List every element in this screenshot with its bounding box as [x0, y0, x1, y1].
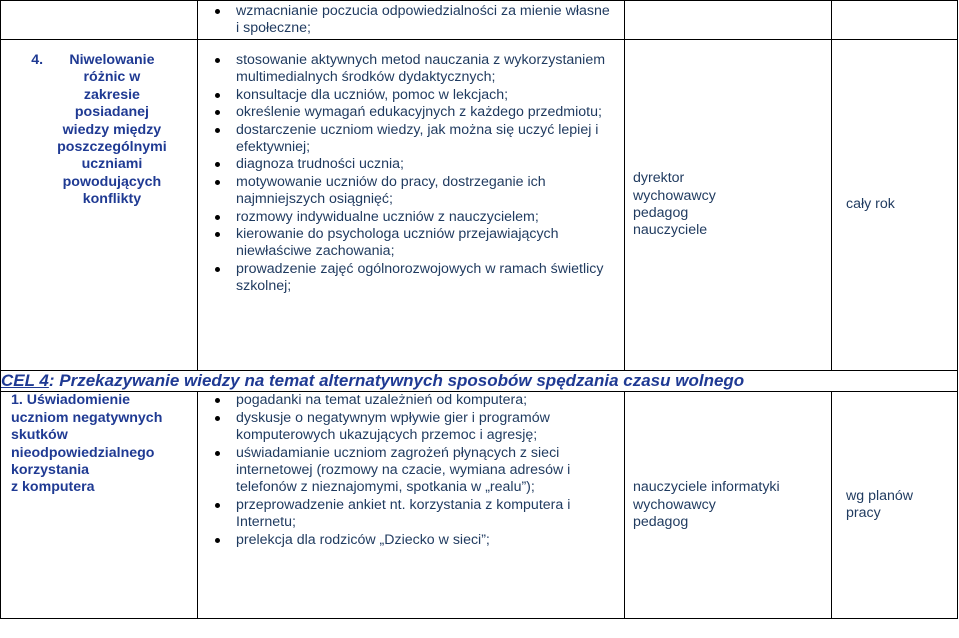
- topic-line: różnic w: [83, 69, 141, 86]
- topic-line: powodujących: [62, 173, 162, 190]
- topic-line: uczniami: [81, 156, 143, 173]
- topic-line: zakresie: [83, 86, 140, 103]
- responsible-cell-empty: [625, 1, 832, 40]
- timeframe-text: cały rok: [846, 196, 895, 213]
- topic-line: Niwelowanie: [69, 52, 155, 68]
- list-item: stosowanie aktywnych metod nauczania z wykorzystaniem multimedialnych środków dydaktycznych;: [198, 52, 624, 87]
- timeframe-cell: [832, 392, 958, 619]
- list-item: motywowanie uczniów do pracy, dostrzeganie ich najmniejszych osiągnięć;: [198, 174, 624, 209]
- list-item: diagnoza trudności ucznia;: [198, 156, 624, 173]
- timeframe-cell-empty: [832, 1, 958, 40]
- goal-heading: [1, 371, 744, 390]
- list-item: dyskusje o negatywnym wpływie gier i programów komputerowych ukazujących przemoc i agresję;: [198, 410, 624, 445]
- timeframe-line: pracy: [846, 505, 881, 522]
- responsible-line: pedagog: [633, 205, 689, 221]
- list-item: konsultacje dla uczniów, pomoc w lekcjach;: [198, 87, 624, 104]
- topic-cell: [1, 40, 198, 371]
- goal-prefix: CEL 4: [1, 371, 49, 390]
- responsible-line: wychowawcy: [633, 496, 716, 513]
- actions-list: [198, 392, 624, 549]
- responsible-line: pedagog: [633, 514, 689, 531]
- actions-list: [198, 3, 624, 38]
- topic-line: uczniom negatywnych: [11, 409, 163, 426]
- topic-line: posiadanej: [74, 104, 149, 121]
- responsible-line: dyrektor: [633, 170, 685, 187]
- table-row: [1, 40, 958, 371]
- goal-text: : Przekazywanie wiedzy na temat alternatywnych sposobów spędzania czasu wolnego: [48, 371, 745, 390]
- timeframe-cell: [832, 40, 958, 371]
- list-item: rozmowy indywidualne uczniów z nauczycielem;: [198, 209, 624, 226]
- goal-row: [1, 371, 958, 392]
- list-item: dostarczenie uczniom wiedzy, jak można się uczyć lepiej i efektywniej;: [198, 122, 624, 157]
- list-item: pogadanki na temat uzależnień od komputera;: [198, 392, 624, 409]
- topic-line: z komputera: [11, 479, 95, 496]
- goal-cell: [1, 371, 958, 392]
- list-item: określenie wymagań edukacyjnych z każdego przedmiotu;: [198, 104, 624, 121]
- topic-line: 1. Uświadomienie: [11, 392, 131, 409]
- list-item: wzmacnianie poczucia odpowiedzialności za mienie własne i społeczne;: [198, 3, 624, 38]
- list-item: uświadamianie uczniom zagrożeń płynących z sieci internetowej (rozmowy na czacie, wymiana adresów i telefonów z nieznajomymi, spotkania w „realu”);: [198, 445, 624, 497]
- table-row: [1, 392, 958, 619]
- list-item: prowadzenie zajęć ogólnorozwojowych w ramach świetlicy szkolnej;: [198, 261, 624, 296]
- topic-line: nieodpowiedzialnego: [11, 444, 155, 461]
- responsible-line: nauczyciele: [633, 222, 708, 239]
- list-item: prelekcja dla rodziców „Dziecko w sieci”;: [198, 532, 624, 549]
- list-item: przeprowadzenie ankiet nt. korzystania z komputera i Internetu;: [198, 497, 624, 532]
- topic-line: korzystania: [11, 462, 90, 479]
- responsible-line: wychowawcy: [633, 187, 716, 204]
- actions-list: [198, 52, 624, 296]
- topic-number: 4.: [31, 52, 44, 68]
- topic-text: [57, 52, 167, 209]
- topic-cell-empty: [1, 1, 198, 40]
- table-row: [1, 1, 958, 40]
- actions-cell: [198, 392, 625, 619]
- topic-line: poszczególnymi: [57, 139, 167, 156]
- topic-cell: [1, 392, 198, 619]
- responsible-cell: [625, 40, 832, 371]
- topic-line: konflikty: [82, 191, 142, 208]
- topic-line: wiedzy między: [62, 121, 162, 138]
- actions-cell: [198, 1, 625, 40]
- responsible-line: nauczyciele informatyki: [633, 479, 780, 496]
- actions-cell: [198, 40, 625, 371]
- timeframe-line: wg planów: [846, 488, 914, 504]
- topic-line: skutków: [11, 427, 68, 444]
- list-item: kierowanie do psychologa uczniów przejawiających niewłaściwe zachowania;: [198, 226, 624, 261]
- responsible-cell: [625, 392, 832, 619]
